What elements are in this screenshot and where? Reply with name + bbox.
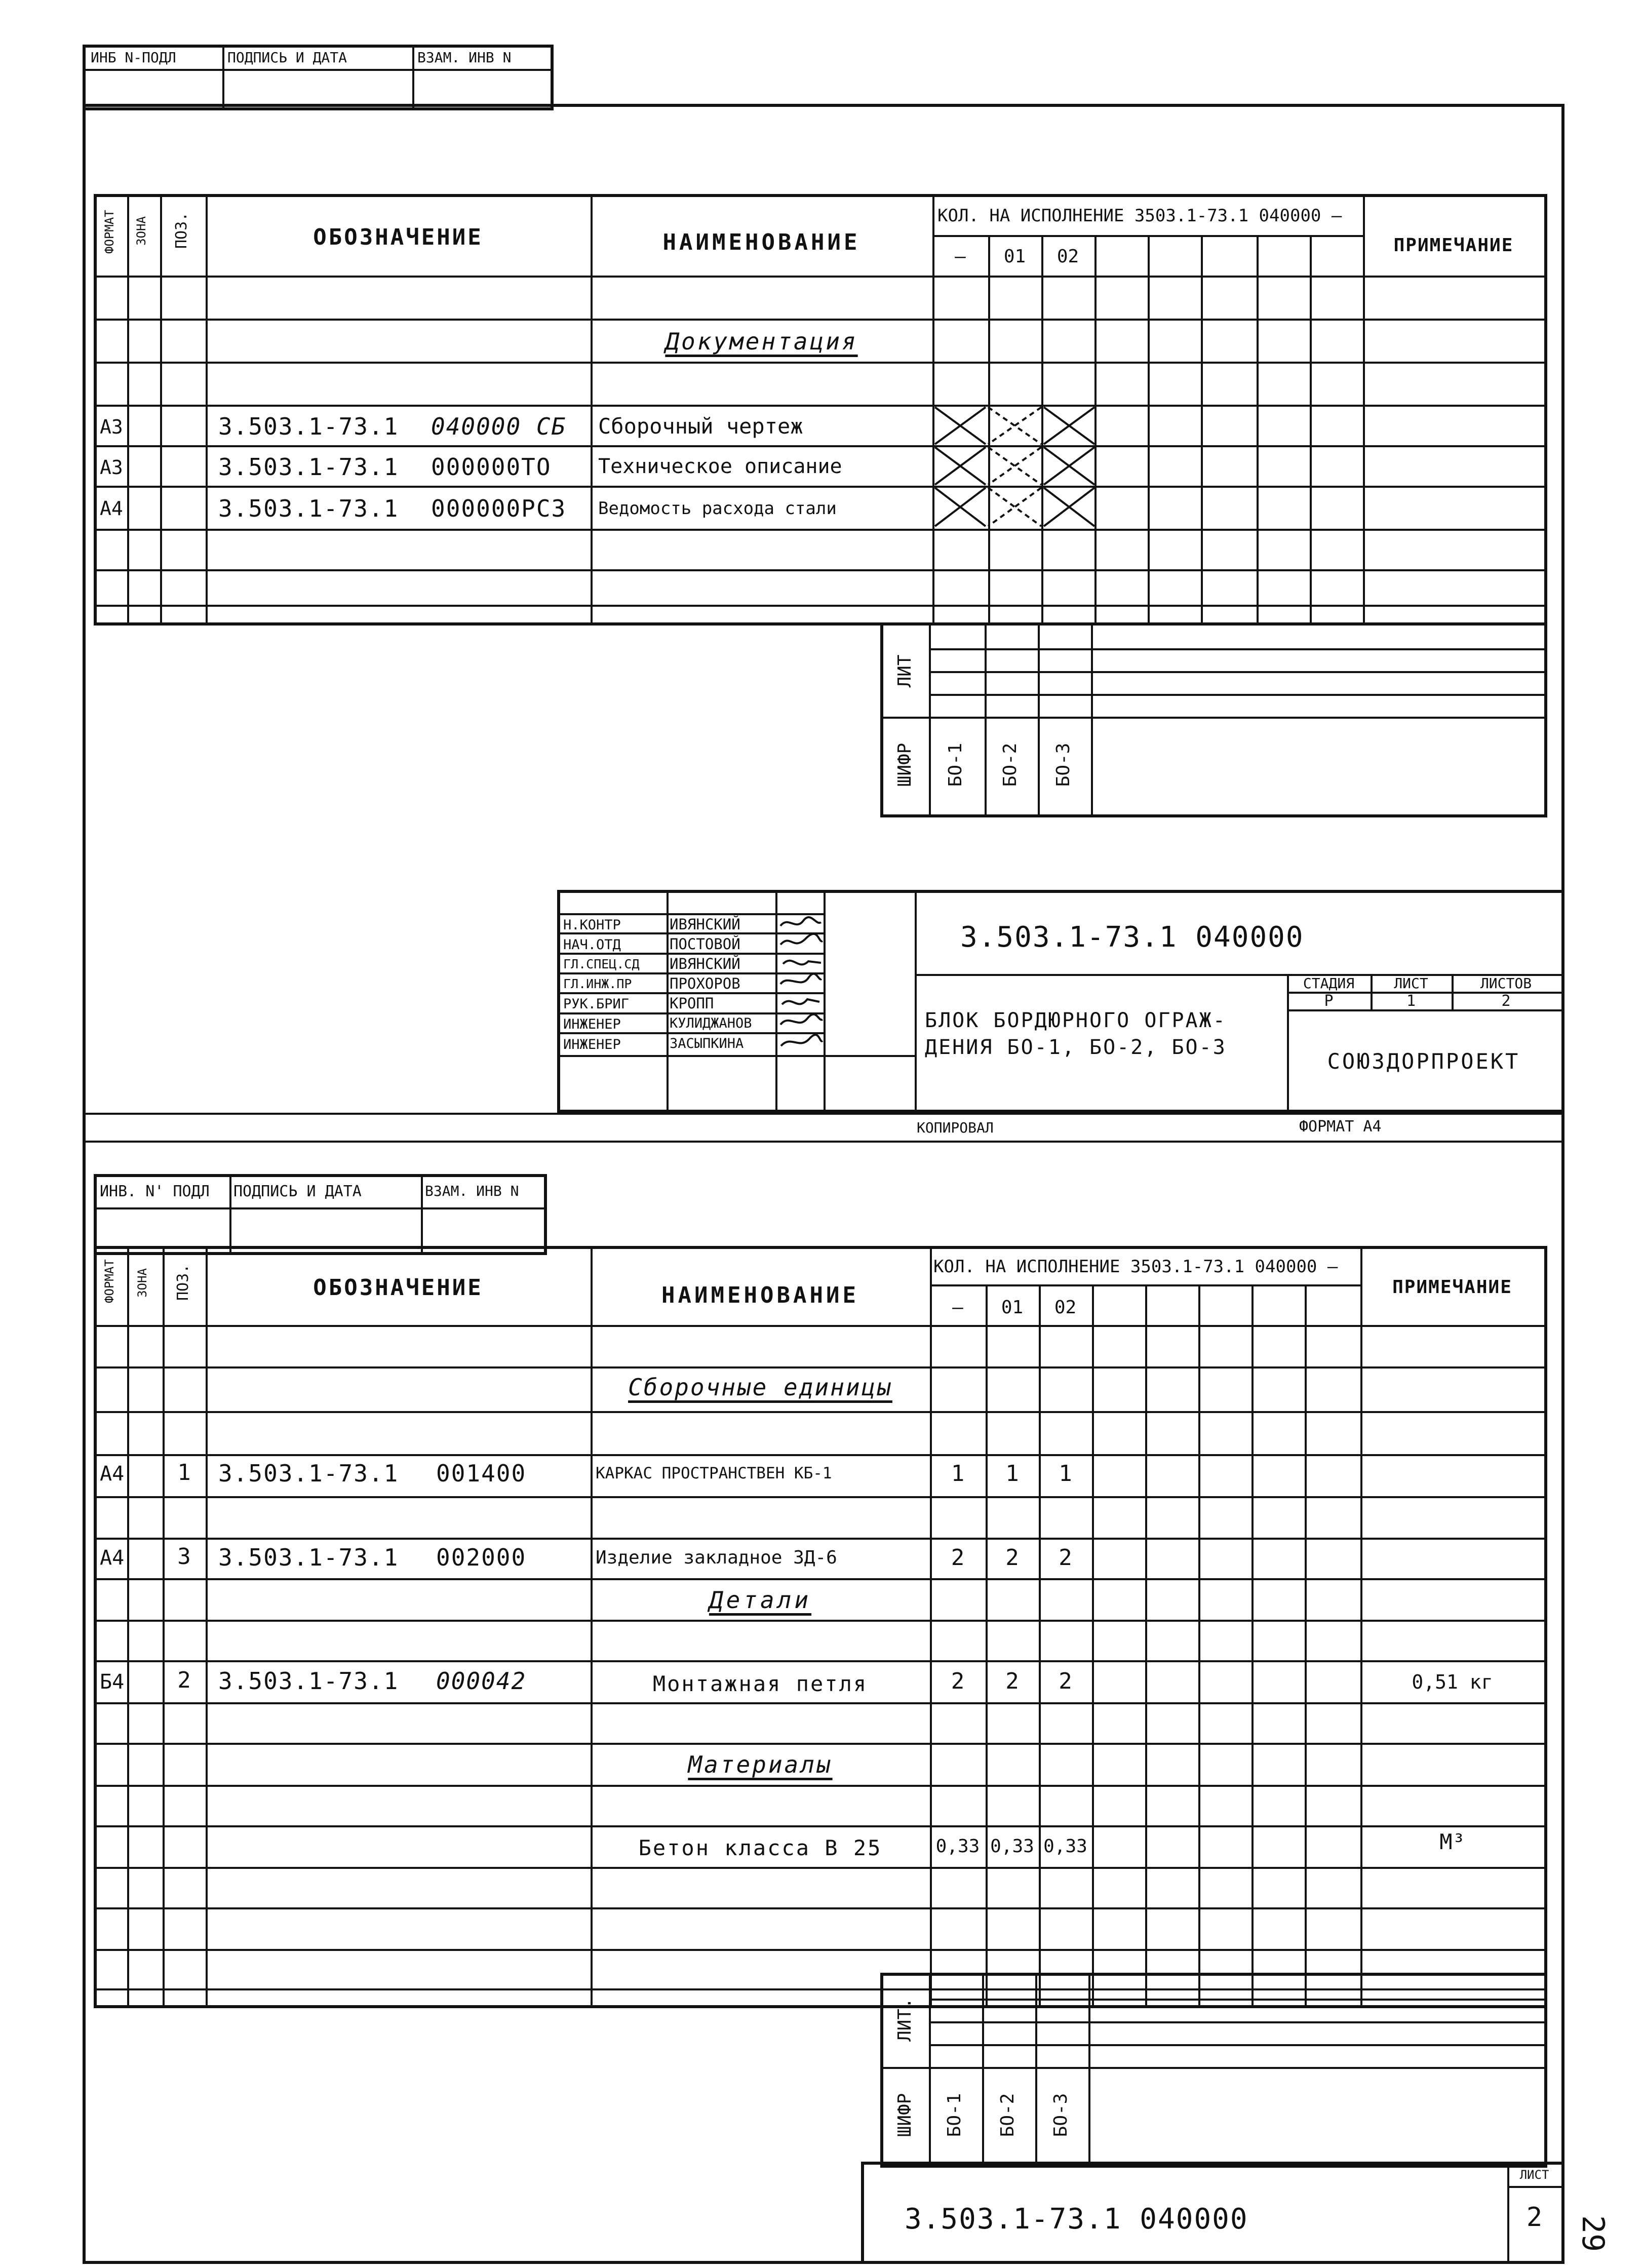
header-note: ПРИМЕЧАНИЕ	[1392, 1277, 1512, 1298]
spec-row-num: 002000	[436, 1544, 527, 1571]
cross-marks	[932, 405, 1100, 529]
shifr-bo3: БО-3	[1050, 2093, 1071, 2137]
spec-row-q0: 2	[951, 1668, 965, 1694]
footer-code: 3.503.1-73.1 040000	[905, 2203, 1248, 2236]
stamp-replace-label: ВЗАМ. ИНВ N	[425, 1183, 519, 1199]
doc-row-format: А3	[100, 416, 123, 438]
shifr-bo2: БО-2	[997, 2093, 1018, 2137]
shifr-bo1: БО-1	[945, 742, 966, 787]
doc-row-code: 3.503.1-73.1	[218, 495, 399, 522]
spec-row-q2: 2	[1059, 1545, 1072, 1571]
header-var-0: —	[955, 246, 966, 267]
spec-row-q2: 0,33	[1043, 1836, 1087, 1857]
page-number: 29	[1575, 2215, 1611, 2252]
sheet2-footer	[861, 2162, 1564, 2264]
sheet1-lit-shifr	[880, 622, 1547, 817]
sheet-label: ЛИСТ	[1394, 975, 1428, 992]
header-var-2: 02	[1054, 1297, 1077, 1318]
stamp-mid	[94, 1174, 547, 1255]
section-documentation: Документация	[665, 328, 858, 355]
spec-row-name: Бетон класса В 25	[638, 1835, 882, 1860]
sheets-label: ЛИСТОВ	[1480, 975, 1532, 992]
shifr-bo2: БО-2	[1000, 742, 1021, 787]
header-name: НАИМЕНОВАНИЕ	[662, 229, 860, 255]
shifr-label: ШИФР	[894, 742, 915, 787]
spec-row-num: 001400	[436, 1460, 527, 1487]
stamp-replace-label: ВЗАМ. ИНВ N	[417, 49, 512, 66]
title-block-code: 3.503.1-73.1 040000	[960, 921, 1304, 954]
spec-row-q1: 0,33	[990, 1836, 1034, 1857]
role: РУК.БРИГ	[563, 996, 630, 1012]
organization: СОЮЗДОРПРОЕКТ	[1327, 1049, 1520, 1074]
sheet1-table	[94, 194, 1547, 625]
title-block	[557, 890, 1564, 1113]
spec-row-name: КАРКАС ПРОСТРАНСТВЕН КБ-1	[596, 1464, 832, 1482]
spec-row-format: А4	[100, 1546, 125, 1570]
header-var-1: 01	[1003, 246, 1026, 267]
sheet2-lit-shifr	[880, 1973, 1547, 2168]
spec-row-format: Б4	[100, 1670, 125, 1694]
sheet1-bottom-line	[83, 1113, 1564, 1115]
stamp-inv-label: ИНВ. N' ПОДЛ	[100, 1183, 210, 1200]
shifr-bo3: БО-3	[1053, 742, 1074, 787]
title-line-1: БЛОК БОРДЮРНОГО ОГРАЖ-	[925, 1009, 1227, 1032]
header-designation: ОБОЗНАЧЕНИЕ	[313, 224, 483, 250]
spec-row-q0: 2	[951, 1545, 965, 1571]
header-qty-title: КОЛ. НА ИСПОЛНЕНИЕ 3503.1-73.1 040000 —	[933, 1257, 1338, 1277]
role-name: ПОСТОВОЙ	[670, 935, 740, 953]
role-name: КРОПП	[670, 995, 714, 1012]
sheets-value: 2	[1501, 992, 1511, 1010]
doc-row-format: А3	[100, 456, 123, 479]
spec-row-q1: 1	[1005, 1461, 1019, 1487]
sheet2-table	[94, 1246, 1547, 2008]
doc-row-name: Сборочный чертеж	[598, 414, 803, 439]
role: ГЛ.ИНЖ.ПР	[563, 976, 632, 991]
spec-row-q0: 0,33	[935, 1836, 980, 1857]
spec-row-q2: 2	[1059, 1668, 1072, 1694]
spec-row-num: 000042	[436, 1667, 527, 1695]
doc-row-name: Техническое описание	[598, 455, 842, 478]
header-designation: ОБОЗНАЧЕНИЕ	[313, 1275, 483, 1301]
section-details: Детали	[709, 1586, 812, 1614]
spec-row-code: 3.503.1-73.1	[218, 1460, 399, 1487]
header-zone: ЗОНА	[135, 1268, 149, 1298]
spec-row-q0: 1	[951, 1461, 965, 1487]
spec-row-name: Изделие закладное ЗД-6	[596, 1547, 837, 1568]
stage-value: Р	[1324, 992, 1334, 1010]
doc-row-code: 3.503.1-73.1	[218, 413, 399, 440]
doc-row-code: 3.503.1-73.1	[218, 453, 399, 481]
header-note: ПРИМЕЧАНИЕ	[1393, 235, 1514, 256]
spec-row-note: М³	[1439, 1829, 1465, 1854]
sheet-value: 1	[1406, 992, 1416, 1010]
spec-row-note: 0,51 кг	[1412, 1671, 1493, 1693]
format-label: ФОРМАТ А4	[1299, 1118, 1382, 1136]
sheet-separator	[83, 1141, 1564, 1143]
title-line-2: ДЕНИЯ БО-1, БО-2, БО-3	[925, 1036, 1227, 1059]
doc-row-num: 000000ТО	[431, 453, 552, 481]
shifr-bo1: БО-1	[944, 2093, 965, 2137]
spec-row-q1: 2	[1005, 1545, 1019, 1571]
doc-row-num: 040000 СБ	[431, 413, 567, 440]
lit-label: ЛИТ	[894, 654, 915, 688]
role: ИНЖЕНЕР	[563, 1016, 621, 1032]
role-name: КУЛИДЖАНОВ	[670, 1015, 752, 1031]
footer-sheet-label: ЛИСТ	[1519, 2168, 1549, 2182]
spec-row-format: А4	[100, 1462, 125, 1485]
header-zone: ЗОНА	[134, 216, 148, 246]
header-pos: ПОЗ.	[174, 1264, 192, 1301]
stage-label: СТАДИЯ	[1303, 975, 1355, 992]
spec-row-q1: 2	[1005, 1668, 1019, 1694]
role-name: ИВЯНСКИЙ	[670, 916, 740, 933]
section-assembly-units: Сборочные единицы	[628, 1374, 892, 1401]
role: НАЧ.ОТД	[563, 937, 621, 953]
section-materials: Материалы	[688, 1751, 833, 1778]
header-format: ФОРМАТ	[102, 210, 116, 254]
header-pos: ПОЗ.	[173, 212, 190, 249]
doc-row-num: 000000РС3	[431, 495, 567, 522]
stamp-top	[83, 45, 554, 110]
header-var-1: 01	[1001, 1297, 1024, 1318]
role: ГЛ.СПЕЦ.СД	[563, 957, 640, 971]
doc-row-name: Ведомость расхода стали	[598, 498, 837, 519]
role-name: ИВЯНСКИЙ	[670, 955, 740, 972]
header-var-2: 02	[1057, 246, 1079, 267]
doc-row-format: А4	[100, 497, 123, 520]
stamp-sign-label: ПОДПИСЬ И ДАТА	[233, 1183, 362, 1200]
copied-label: КОПИРОВАЛ	[917, 1119, 994, 1136]
role-name: ПРОХОРОВ	[670, 975, 740, 992]
footer-sheet-number: 2	[1526, 2202, 1543, 2233]
spec-row-pos: 1	[177, 1460, 191, 1485]
spec-row-name: Монтажная петля	[652, 1671, 868, 1696]
role: Н.КОНТР	[563, 917, 621, 933]
shifr-label: ШИФР	[894, 2093, 915, 2137]
stamp-inv-label: ИНБ N-ПОДЛ	[91, 49, 176, 66]
header-format: ФОРМАТ	[102, 1259, 116, 1303]
role-name: ЗАСЫПКИНА	[670, 1036, 744, 1051]
spec-row-code: 3.503.1-73.1	[218, 1544, 399, 1571]
stamp-sign-label: ПОДПИСЬ И ДАТА	[227, 49, 347, 66]
lit-label: ЛИТ.	[894, 1998, 915, 2042]
header-qty-title: КОЛ. НА ИСПОЛНЕНИЕ 3503.1-73.1 040000 —	[937, 206, 1342, 226]
header-var-0: —	[952, 1297, 963, 1318]
spec-row-pos: 3	[177, 1544, 191, 1570]
signatures	[778, 913, 824, 1055]
spec-row-q2: 1	[1059, 1461, 1072, 1487]
header-name: НАИМЕНОВАНИЕ	[661, 1282, 859, 1308]
role: ИНЖЕНЕР	[563, 1037, 621, 1052]
spec-row-code: 3.503.1-73.1	[218, 1667, 399, 1695]
spec-row-pos: 2	[177, 1667, 191, 1693]
